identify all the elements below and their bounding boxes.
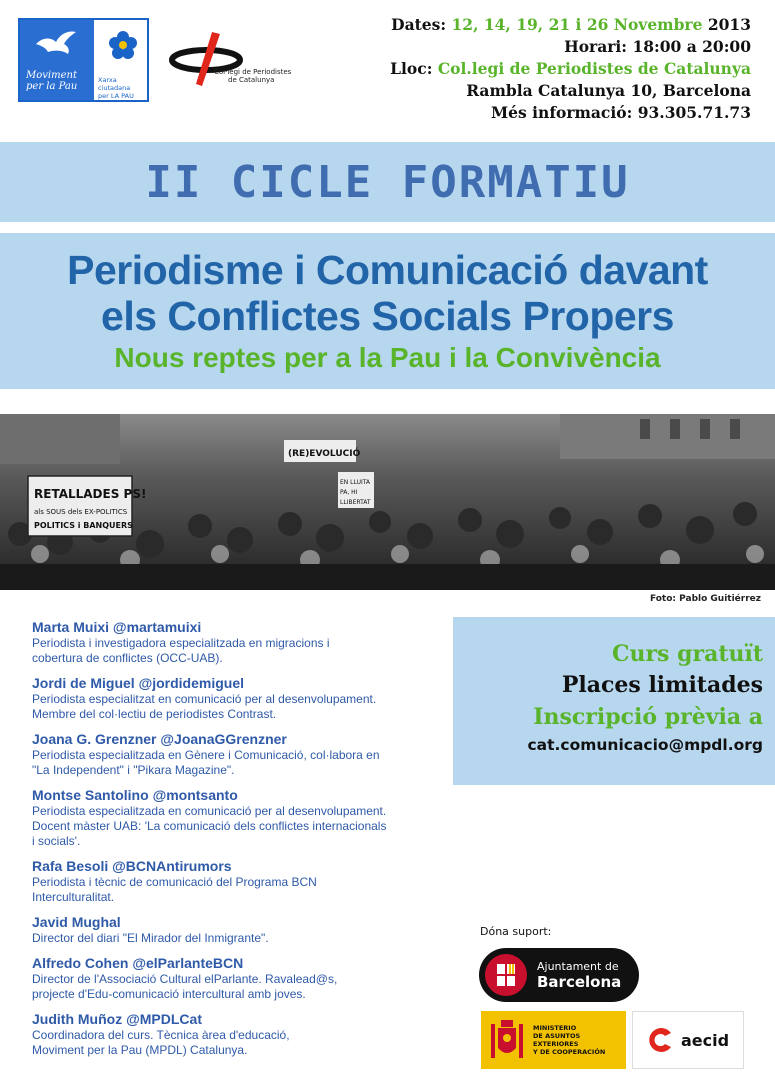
dove-icon <box>34 28 78 58</box>
sign2: (RE)EVOLUCIÓ <box>288 449 361 459</box>
speaker-last-name: Mughal <box>71 914 121 930</box>
speaker-item <box>32 1011 432 1058</box>
sign1-line1: RETALLADES PS! <box>34 487 147 501</box>
speaker-first-name: Javid <box>32 914 68 930</box>
speaker-desc: Docent màster UAB: 'La comunicació dels conflictes internacionals <box>32 819 387 833</box>
logo2-line2: per LA PAU <box>98 92 134 100</box>
logo1-line1: Moviment <box>26 70 77 81</box>
dates-row <box>390 14 751 36</box>
course-info-box <box>453 617 775 785</box>
speaker-first-name: Alfredo <box>32 955 81 971</box>
course-email-link[interactable]: cat.comunicacio@mpdl.org <box>527 736 763 754</box>
speaker-first-name: Judith <box>32 1011 74 1027</box>
logo3-line2: de Catalunya <box>228 76 275 84</box>
more-info-value: 93.305.71.73 <box>637 103 751 122</box>
speaker-first-name: Montse <box>32 787 81 803</box>
xarxa-ciutadana-logo <box>94 20 147 100</box>
speaker-item <box>32 619 432 666</box>
aecid-logo <box>632 1011 744 1069</box>
dates-year: 2013 <box>707 15 751 34</box>
ajuntament-barcelona-logo <box>479 948 639 1002</box>
speaker-last-name: Cohen <box>84 955 129 971</box>
speakers-list <box>32 619 432 1067</box>
address-row: Rambla Catalunya 10, Barcelona <box>466 81 751 100</box>
protest-photo <box>0 414 775 590</box>
subtitle: Nous reptes per a la Pau i la Convivència <box>114 342 661 373</box>
speaker-last-name: Santolino <box>84 787 149 803</box>
speaker-desc: Periodista especialitzat en comunicació per al desenvolupament. <box>32 692 377 706</box>
title-line1: Periodisme i Comunicació davant <box>67 247 708 293</box>
course-free: Curs gratuït <box>611 641 763 667</box>
sign3-line1: EN LLUITA <box>340 479 371 486</box>
title-line2: els Conflictes Socials Propers <box>101 293 674 339</box>
speaker-first-name: Marta <box>32 619 70 635</box>
speaker-item <box>32 914 432 946</box>
ajuntament-line2: Barcelona <box>537 972 622 991</box>
speaker-first-name: Rafa <box>32 858 63 874</box>
spain-crest-icon <box>489 1018 525 1062</box>
speaker-item <box>32 955 432 1002</box>
speaker-first-name: Joana <box>32 731 73 747</box>
speaker-desc: Director del diari "El Mirador del Inmigrante". <box>32 931 269 945</box>
sign3-line2: PA, HI <box>340 489 358 496</box>
speaker-last-name: Muixi <box>73 619 110 635</box>
schedule-label: Horari: <box>564 37 628 56</box>
schedule-row <box>390 36 751 58</box>
logo1-line2: per la Pau <box>26 81 78 92</box>
speaker-desc: Periodista i tècnic de comunicació del Programa BCN <box>32 875 317 889</box>
aecid-text: aecid <box>681 1030 730 1050</box>
photo-credit: Foto: Pablo Guitiérrez <box>649 594 761 604</box>
speaker-desc: Periodista i investigadora especialitzada en migracions i <box>32 636 330 650</box>
speaker-desc: Membre del col·lectiu de periodistes Contrast. <box>32 707 277 721</box>
more-info-label: Més informació: <box>491 103 633 122</box>
crowd-photo-image <box>0 414 775 590</box>
ajuntament-line1: Ajuntament de <box>537 959 619 973</box>
dates-label: Dates: <box>391 15 447 34</box>
speaker-desc: Periodista especialitzada en comunicació per al desenvolupament. <box>32 804 387 818</box>
flower-icon <box>108 30 138 60</box>
speaker-last-name: Muñoz <box>77 1011 123 1027</box>
speaker-handle: @jordidemiguel <box>138 675 245 691</box>
place-label: Lloc: <box>390 59 433 78</box>
logo3-line1: Col·legi de Periodistes <box>214 68 292 76</box>
speaker-last-name: Besoli <box>66 858 109 874</box>
col-legi-periodistes-text <box>214 68 291 84</box>
speaker-desc: cobertura de conflictes (OCC-UAB). <box>32 651 223 665</box>
speaker-desc: "La Independent" i "Pikara Magazine". <box>32 763 235 777</box>
more-info-row <box>390 102 751 124</box>
dates-value: 12, 14, 19, 21 i 26 Novembre <box>451 15 703 34</box>
cicle-banner-text: II CICLE FORMATIU <box>145 156 630 208</box>
sign1-line3: POLITICS i BANQUERS <box>34 521 133 530</box>
speaker-desc: Interculturalitat. <box>32 890 115 904</box>
ministerio-line1: MINISTERIO <box>533 1024 577 1032</box>
speaker-item <box>32 731 432 778</box>
speaker-handle: @MPDLCat <box>126 1011 202 1027</box>
sign1-line2: als SOUS dels EX-POLITICS <box>34 508 128 516</box>
place-value: Col.legi de Periodistes de Catalunya <box>437 59 751 78</box>
place-row <box>390 58 751 80</box>
moviment-per-la-pau-logo <box>20 20 94 100</box>
ministerio-line3: Y DE COOPERACIÓN <box>533 1048 606 1056</box>
speaker-handle: @elParlanteBCN <box>132 955 244 971</box>
speaker-last-name: G. Grenzner <box>76 731 157 747</box>
cicle-banner <box>0 142 775 222</box>
support-label: Dóna suport: <box>480 925 552 938</box>
speaker-first-name: Jordi <box>32 675 67 691</box>
speaker-item <box>32 858 432 905</box>
event-info <box>390 14 751 124</box>
speaker-desc: Director de l'Associació Cultural elParlante. Ravalead@s, <box>32 972 338 986</box>
speaker-handle: @BCNAntirumors <box>112 858 232 874</box>
speaker-last-name: de Miguel <box>70 675 135 691</box>
speaker-handle: @montsanto <box>152 787 238 803</box>
speaker-handle: @JoanaGGrenzner <box>160 731 287 747</box>
speaker-desc: Moviment per la Pau (MPDL) Catalunya. <box>32 1043 248 1057</box>
speaker-handle: @martamuixi <box>112 619 202 635</box>
logo2-line1: Xarxa ciutadana <box>98 76 131 92</box>
schedule-value: 18:00 a 20:00 <box>632 37 751 56</box>
ministerio-line2: DE ASUNTOS EXTERIORES <box>533 1032 581 1048</box>
sign3-line3: LLIBERTAT <box>340 499 371 506</box>
speaker-desc: projecte d'Edu-comunicació intercultural amb joves. <box>32 987 306 1001</box>
course-limited: Places limitades <box>561 672 763 698</box>
speaker-desc: Periodista especialitzada en Gènere i Comunicació, col·labora en <box>32 748 380 762</box>
speaker-desc: i socials'. <box>32 834 81 848</box>
speaker-item <box>32 675 432 722</box>
partner-logos <box>18 18 149 102</box>
barcelona-seal-icon <box>485 954 527 996</box>
speaker-item <box>32 787 432 849</box>
speaker-desc: Coordinadora del curs. Tècnica àrea d'educació, <box>32 1028 290 1042</box>
aecid-c-icon <box>645 1025 675 1055</box>
ministerio-logo <box>481 1011 626 1069</box>
title-panel <box>0 233 775 389</box>
course-registration: Inscripció prèvia a <box>533 704 763 730</box>
